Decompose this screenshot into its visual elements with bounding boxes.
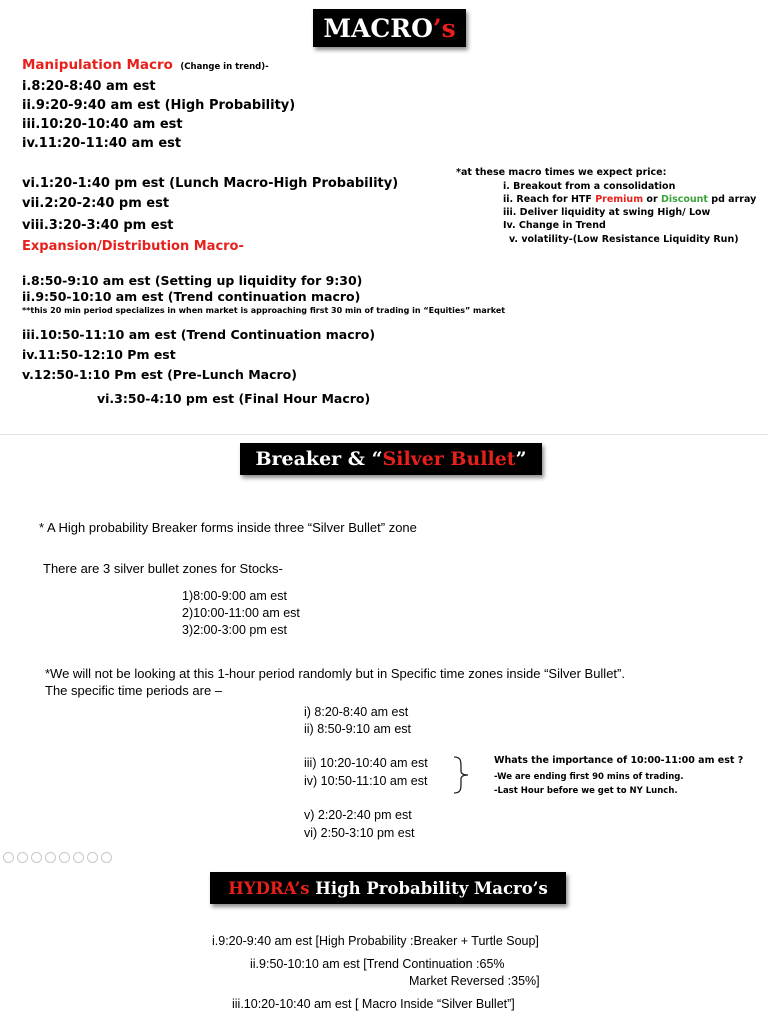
silver-bullet-zone: 1)8:00-9:00 am est bbox=[182, 589, 287, 603]
importance-answer-2: -Last Hour before we get to NY Lunch. bbox=[494, 786, 678, 796]
expansion-item: iv.11:50-12:10 Pm est bbox=[22, 347, 176, 362]
manipulation-title: Manipulation Macro bbox=[22, 57, 173, 73]
control-icon[interactable] bbox=[3, 852, 14, 863]
manipulation-item: iii.10:20-10:40 am est bbox=[22, 117, 183, 132]
manipulation-item: ii.9:20-9:40 am est (High Probability) bbox=[22, 98, 296, 113]
expansion-item: v.12:50-1:10 Pm est (Pre-Lunch Macro) bbox=[22, 367, 297, 382]
importance-answer-1: -We are ending first 90 mins of trading. bbox=[494, 772, 684, 782]
expectations-item-iii: iii. Deliver liquidity at swing High/ Low bbox=[503, 207, 711, 218]
expansion-item: ii.9:50-10:10 am est (Trend continuation macro) bbox=[22, 289, 361, 304]
expectations-ii-post: pd array bbox=[707, 194, 757, 205]
macros-banner-accent: ’s bbox=[432, 13, 456, 43]
hydra-banner bbox=[210, 872, 566, 904]
expansion-note: **this 20 min period specializes in when market is approaching first 30 min of trading in “Equities” market bbox=[22, 306, 506, 315]
expectations-item-i: i. Breakout from a consolidation bbox=[503, 181, 676, 192]
breaker-line-4: The specific time periods are – bbox=[45, 683, 223, 698]
hydra-item: Market Reversed :35%] bbox=[409, 974, 540, 988]
breaker-banner bbox=[240, 443, 542, 475]
expansion-item: vi.3:50-4:10 pm est (Final Hour Macro) bbox=[97, 391, 371, 406]
control-icon[interactable] bbox=[31, 852, 42, 863]
manipulation-item: vi.1:20-1:40 pm est (Lunch Macro-High Probability) bbox=[22, 176, 399, 191]
time-period: vi) 2:50-3:10 pm est bbox=[304, 826, 415, 840]
importance-question: Whats the importance of 10:00-11:00 am est ? bbox=[494, 755, 744, 766]
hydra-banner-post: High Probability Macro’s bbox=[309, 878, 548, 898]
time-period: ii) 8:50-9:10 am est bbox=[304, 722, 411, 736]
expectations-ii-pre: ii. Reach for HTF bbox=[503, 194, 596, 205]
premium-label: Premium bbox=[595, 194, 644, 205]
expansion-title: Expansion/Distribution Macro- bbox=[22, 239, 244, 254]
breaker-banner-accent: Silver Bullet bbox=[382, 448, 516, 470]
time-period: v) 2:20-2:40 pm est bbox=[304, 808, 412, 822]
breaker-line-2: There are 3 silver bullet zones for Stocks- bbox=[43, 561, 283, 576]
expectations-item-ii bbox=[503, 194, 756, 205]
expectations-item-v: v. volatility-(Low Resistance Liquidity Run) bbox=[509, 234, 739, 245]
manipulation-heading bbox=[22, 56, 269, 74]
manipulation-item: vii.2:20-2:40 pm est bbox=[22, 196, 170, 211]
hydra-item: i.9:20-9:40 am est [High Probability :Breaker + Turtle Soup] bbox=[212, 934, 539, 948]
breaker-line-3: *We will not be looking at this 1-hour period randomly but in Specific time zones inside “Silver Bullet”. bbox=[45, 666, 625, 681]
control-icon[interactable] bbox=[101, 852, 112, 863]
manipulation-item: iv.11:20-11:40 am est bbox=[22, 136, 182, 151]
time-period: iv) 10:50-11:10 am est bbox=[304, 774, 428, 788]
control-icon[interactable] bbox=[73, 852, 84, 863]
expansion-item: i.8:50-9:10 am est (Setting up liquidity for 9:30) bbox=[22, 273, 363, 288]
expectations-ii-or: or bbox=[643, 194, 661, 205]
hydra-item: iii.10:20-10:40 am est [ Macro Inside “Silver Bullet”] bbox=[232, 997, 515, 1011]
manipulation-item: i.8:20-8:40 am est bbox=[22, 79, 156, 94]
silver-bullet-zone: 2)10:00-11:00 am est bbox=[182, 606, 300, 620]
breaker-line-1: * A High probability Breaker forms inside three “Silver Bullet” zone bbox=[39, 520, 417, 535]
control-icon[interactable] bbox=[17, 852, 28, 863]
control-icon[interactable] bbox=[87, 852, 98, 863]
breaker-banner-post: ” bbox=[515, 448, 527, 470]
breaker-banner-pre: Breaker & “ bbox=[255, 448, 383, 470]
expansion-item: iii.10:50-11:10 am est (Trend Continuation macro) bbox=[22, 327, 376, 342]
time-period: i) 8:20-8:40 am est bbox=[304, 705, 409, 719]
hydra-item: ii.9:50-10:10 am est [Trend Continuation :65% bbox=[250, 957, 505, 971]
manipulation-subtitle: (Change in trend)- bbox=[180, 62, 269, 72]
slide-controls bbox=[3, 852, 112, 863]
expectations-intro: *at these macro times we expect price: bbox=[456, 167, 667, 178]
control-icon[interactable] bbox=[45, 852, 56, 863]
hydra-banner-accent: HYDRA’s bbox=[228, 878, 310, 898]
discount-label: Discount bbox=[660, 194, 708, 205]
macros-banner-main: MACRO bbox=[323, 13, 433, 43]
expectations-item-iv: Iv. Change in Trend bbox=[503, 220, 606, 231]
macros-banner bbox=[313, 9, 466, 47]
curly-brace-icon bbox=[451, 755, 471, 795]
manipulation-item: viii.3:20-3:40 pm est bbox=[22, 218, 174, 233]
time-period: iii) 10:20-10:40 am est bbox=[304, 756, 428, 770]
section-divider bbox=[0, 434, 768, 435]
control-icon[interactable] bbox=[59, 852, 70, 863]
silver-bullet-zone: 3)2:00-3:00 pm est bbox=[182, 623, 287, 637]
